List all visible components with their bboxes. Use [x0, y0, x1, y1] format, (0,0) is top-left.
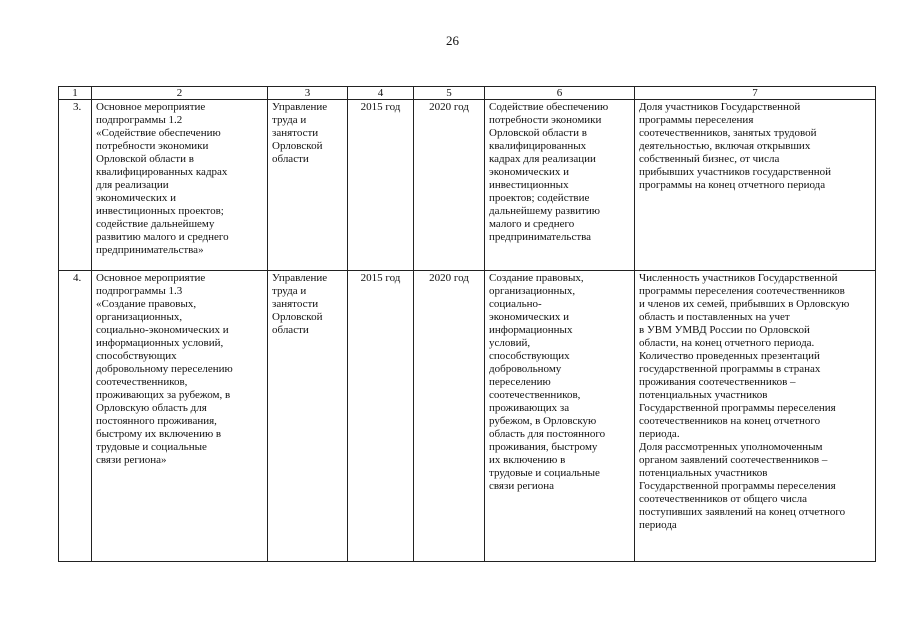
column-header: 2	[92, 87, 268, 100]
table-row	[59, 100, 876, 271]
row-number-cell: 4.	[59, 271, 92, 562]
end-year-cell: 2020 год	[414, 271, 485, 562]
expected-result-cell: Создание правовых, организационных, социально- экономических и информационных условий, способствующих добровольному переселению соотечественников, проживающих за рубежом, в Орловскую область для постоянного проживания, быстрому их включению в трудовые и социальные связи региона	[485, 271, 635, 562]
column-header: 4	[348, 87, 414, 100]
measure-cell: Основное мероприятие подпрограммы 1.2 «Содействие обеспечению потребности экономики Орловской области в квалифицированных кадрах для реализации экономических и инвестиционных проектов; содействие дальнейшему развитию малого и среднего предпринимательства»	[92, 100, 268, 271]
indicator-cell: Численность участников Государственной программы переселения соотечественников и членов их семей, прибывших в Орловскую область и поставленных на учет в УВМ УМВД России по Орловской области, на конец отчетного периода. Количество проведенных презентаций государственной программы в странах проживания соотечественников – потенциальных участников Государственной программы переселения соотечественников на конец отчетного периода. Доля рассмотренных уполномоченным органом заявлений соотечественников – потенциальных участников Государственной программы переселения соотечественников от общего числа поступивших заявлений на конец отчетного периода	[635, 271, 876, 562]
measure-cell: Основное мероприятие подпрограммы 1.3 «Создание правовых, организационных, социально-экономических и информационных условий, способствующих добровольному переселению соотечественников, проживающих за рубежом, в Орловскую область для постоянного проживания, быстрому их включению в трудовые и социальные связи региона»	[92, 271, 268, 562]
end-year-cell: 2020 год	[414, 100, 485, 271]
column-header: 5	[414, 87, 485, 100]
column-header: 1	[59, 87, 92, 100]
page-number: 26	[446, 33, 459, 48]
start-year-cell: 2015 год	[348, 100, 414, 271]
table-row	[59, 271, 876, 562]
column-header: 6	[485, 87, 635, 100]
responsible-cell: Управление труда и занятости Орловской области	[268, 100, 348, 271]
row-number-cell: 3.	[59, 100, 92, 271]
column-header: 3	[268, 87, 348, 100]
table-header-row	[59, 87, 876, 100]
expected-result-cell: Содействие обеспечению потребности экономики Орловской области в квалифицированных кадрах для реализации экономических и инвестиционных проектов; содействие дальнейшему развитию малого и среднего предпринимательства	[485, 100, 635, 271]
indicator-cell: Доля участников Государственной программы переселения соотечественников, занятых трудовой деятельностью, включая открывших собственный бизнес, от числа прибывших участников государственной программы на конец отчетного периода	[635, 100, 876, 271]
responsible-cell: Управление труда и занятости Орловской области	[268, 271, 348, 562]
start-year-cell: 2015 год	[348, 271, 414, 562]
program-measures-table	[58, 86, 876, 562]
column-header: 7	[635, 87, 876, 100]
